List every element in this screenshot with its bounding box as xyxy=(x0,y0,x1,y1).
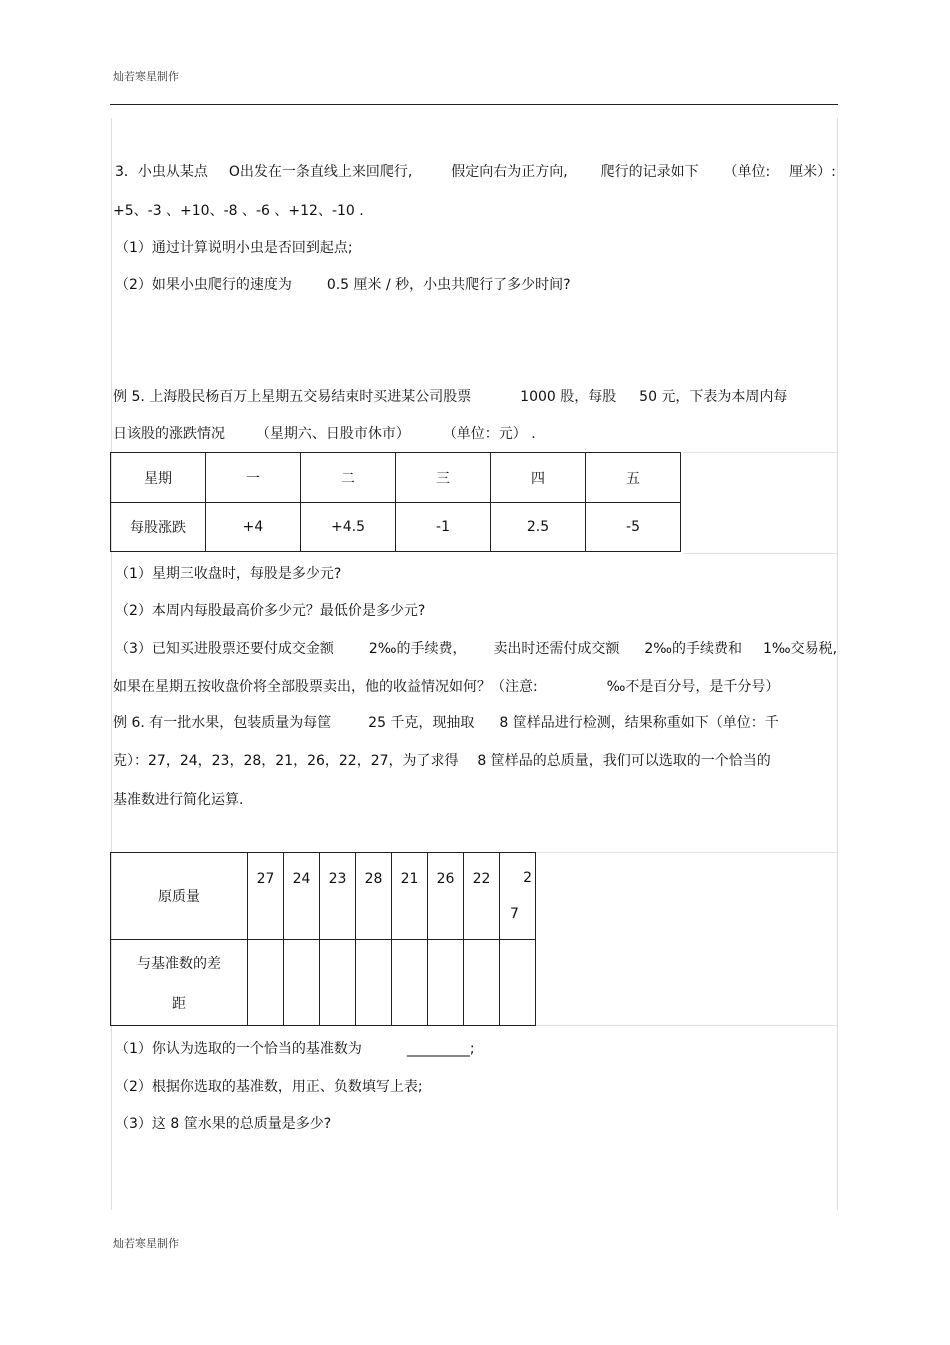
table-row xyxy=(111,853,536,940)
table-row xyxy=(111,453,681,503)
frame-line xyxy=(683,452,837,453)
table-cell[interactable] xyxy=(464,940,500,1026)
text: ‰不是百分号，是千分号） xyxy=(606,679,780,695)
text: 克）：27，24，23，28，21，26，22，27，为了求得 xyxy=(113,753,459,769)
text: 例 6. 有一批水果，包装质量为每筐 xyxy=(113,715,332,731)
footer-maker: 灿若寒星制作 xyxy=(113,1237,179,1250)
q3-line1 xyxy=(115,161,836,181)
table-cell: +4 xyxy=(206,503,301,552)
table-row xyxy=(111,940,536,1026)
table-cell[interactable] xyxy=(248,940,284,1026)
table-cell[interactable] xyxy=(284,940,320,1026)
text: 7 xyxy=(510,906,519,922)
ex6-q1 xyxy=(115,1038,475,1058)
text: （1）你认为选取的一个恰当的基准数为 xyxy=(115,1041,362,1057)
row-label-difference xyxy=(111,940,248,1026)
table-cell[interactable] xyxy=(320,940,356,1026)
text: 假定向右为正方向, xyxy=(451,164,568,180)
ex5-q3 xyxy=(115,638,837,658)
table-cell xyxy=(500,853,536,940)
text: 25 千克，现抽取 xyxy=(368,715,475,731)
text: 1000 股，每股 xyxy=(520,389,617,405)
text: _________; xyxy=(406,1041,475,1057)
text: （星期六、日股市休市） xyxy=(255,426,410,442)
text: 卖出时还需付成交额 xyxy=(493,641,620,657)
header-rule xyxy=(110,104,838,105)
text: 厘米）: xyxy=(789,164,836,180)
table-cell[interactable] xyxy=(356,940,392,1026)
frame-left-line xyxy=(111,118,112,1210)
table-cell[interactable] xyxy=(500,940,536,1026)
table-cell: 四 xyxy=(491,453,586,503)
table-row xyxy=(111,503,681,552)
q3-sub2 xyxy=(115,274,571,294)
table-cell: 22 xyxy=(464,853,500,940)
text: 日该股的涨跌情况 xyxy=(113,426,225,442)
table-cell: 24 xyxy=(284,853,320,940)
header-maker: 灿若寒星制作 xyxy=(113,70,179,83)
text: 2‰的手续费和 xyxy=(644,641,743,657)
text: 8 筐样品进行检测，结果称重如下（单位：千 xyxy=(499,715,779,731)
table-cell: 星期 xyxy=(111,453,206,503)
table-cell: 26 xyxy=(428,853,464,940)
table-cell[interactable] xyxy=(428,940,464,1026)
text: 50 元，下表为本周内每 xyxy=(639,389,788,405)
text: 与基准数的差 xyxy=(137,955,221,972)
text: （3）已知买进股票还要付成交金额 xyxy=(115,641,334,657)
fruit-weight-table xyxy=(110,852,536,1026)
table-cell: 2.5 xyxy=(491,503,586,552)
ex6-line1 xyxy=(113,712,779,732)
table-cell: 27 xyxy=(248,853,284,940)
frame-right-line xyxy=(837,118,838,1210)
text: （单位: xyxy=(723,164,771,180)
text: 2 xyxy=(523,870,532,886)
table-cell: 23 xyxy=(320,853,356,940)
row-label-original-weight: 原质量 xyxy=(111,853,248,940)
text: （2）如果小虫爬行的速度为 xyxy=(115,277,292,293)
table-cell: 21 xyxy=(392,853,428,940)
frame-line xyxy=(534,852,837,853)
text: 例 5. 上海股民杨百万上星期五交易结束时买进某公司股票 xyxy=(113,389,472,405)
text: 3．小虫从某点 xyxy=(115,164,208,180)
ex5-line1 xyxy=(113,386,787,406)
table-cell: -1 xyxy=(396,503,491,552)
table-cell: 一 xyxy=(206,453,301,503)
table-cell: 三 xyxy=(396,453,491,503)
text: 距 xyxy=(172,995,186,1012)
frame-line xyxy=(683,553,837,554)
text: 2‰的手续费， xyxy=(368,641,467,657)
text: 1‰交易税, xyxy=(762,641,838,657)
text: 0.5 厘米 / 秒，小虫共爬行了多少时间? xyxy=(326,277,571,293)
table-cell: -5 xyxy=(586,503,681,552)
table-cell: 二 xyxy=(301,453,396,503)
q3-sub1: （1）通过计算说明小虫是否回到起点; xyxy=(115,240,353,256)
ex5-q3-continued xyxy=(113,676,779,696)
ex5-line2 xyxy=(113,423,536,443)
text: 8 筐样品的总质量，我们可以选取的一个恰当的 xyxy=(477,753,771,769)
text: 爬行的记录如下 xyxy=(600,164,699,180)
text: O出发在一条直线上来回爬行, xyxy=(228,164,413,180)
text: 如果在星期五按收盘价将全部股票卖出，他的收益情况如何？（注意: xyxy=(113,679,538,695)
ex6-line3: 基准数进行简化运算. xyxy=(113,792,244,808)
table-cell: +4.5 xyxy=(301,503,396,552)
ex6-q3: （3）这 8 筐水果的总质量是多少? xyxy=(115,1116,332,1132)
q3-line2: +5、-3 、+10、-8 、-6 、+12、-10 . xyxy=(113,203,364,219)
ex5-q2: （2）本周内每股最高价多少元？最低价是多少元? xyxy=(115,603,426,619)
ex6-q2: （2）根据你选取的基准数，用正、负数填写上表; xyxy=(115,1079,423,1095)
table-cell: 28 xyxy=(356,853,392,940)
frame-line xyxy=(534,1025,837,1026)
table-cell[interactable] xyxy=(392,940,428,1026)
ex6-line2 xyxy=(113,750,771,770)
ex5-q1: （1）星期三收盘时，每股是多少元? xyxy=(115,566,342,582)
table-cell: 每股涨跌 xyxy=(111,503,206,552)
text: （单位：元） . xyxy=(442,426,536,442)
stock-change-table xyxy=(110,452,681,552)
table-cell: 五 xyxy=(586,453,681,503)
